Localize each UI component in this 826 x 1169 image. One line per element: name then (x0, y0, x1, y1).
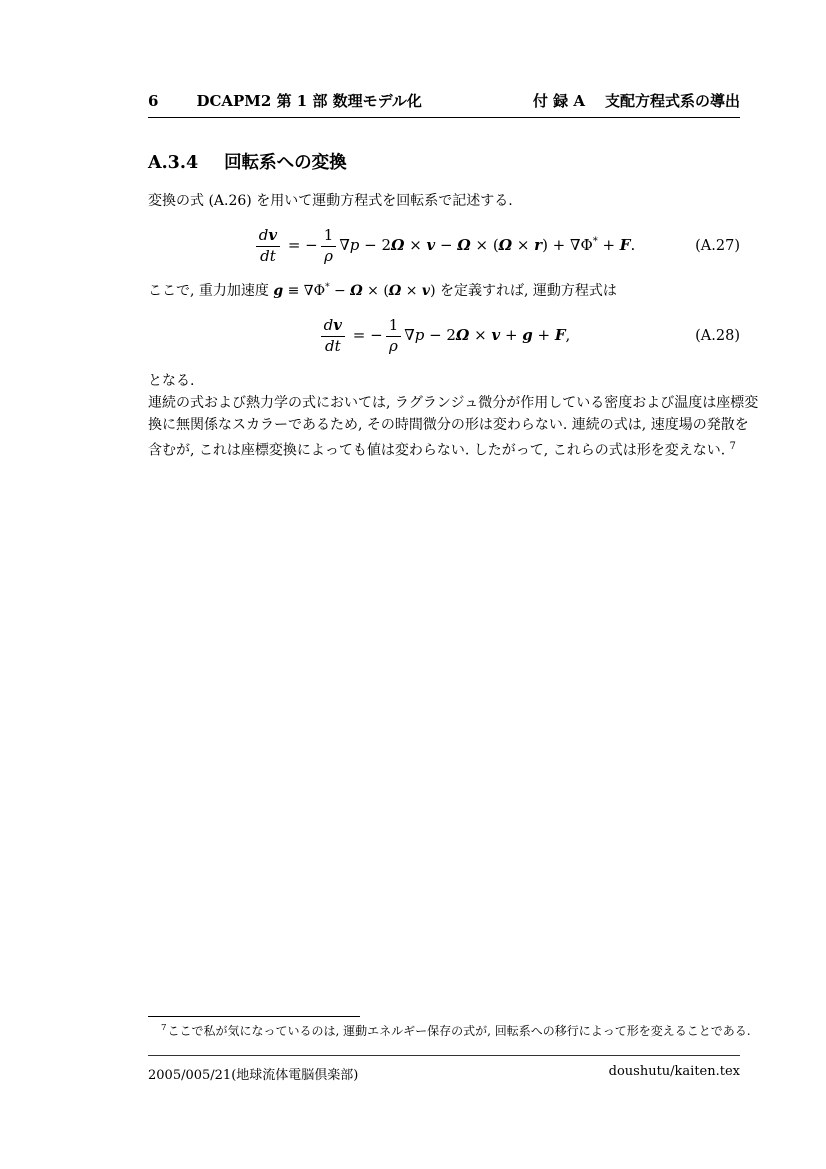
equation-a27-tag: (A.27) (695, 238, 740, 254)
equation-a27-math: $\frac{dv}{dt}$ = − $\frac{1}{\rho}$ ∇p − 2Ω × v − Ω × (Ω × r) + ∇Φ* + F. (253, 227, 635, 265)
paragraph-line: となる. (148, 373, 195, 389)
footnote-reference: 7 (729, 441, 736, 452)
equation-a28-tag: (A.28) (695, 328, 740, 344)
header-appendix-label: 付 録 A (532, 92, 585, 110)
header-left-title: DCAPM2 第 1 部 数理モデル化 (196, 92, 422, 110)
gravity-definition-line (148, 280, 740, 302)
section-number: A.3.4 (148, 153, 199, 173)
gravity-line-suffix: を定義すれば, 運動方程式は (435, 283, 617, 299)
page-number: 6 (148, 92, 159, 110)
section-title: 回転系への変換 (224, 153, 347, 173)
header-rule (148, 117, 740, 118)
gravity-definition-math: g ≡ ∇Φ* − Ω × (Ω × v) (273, 282, 436, 299)
gravity-line-prefix: ここで, 重力加速度 (148, 283, 274, 299)
footnote-text: ここで私が気になっているのは, 運動エネルギー保存の式が, 回転系への移行によって形を変えることである. (167, 1024, 751, 1038)
page-footer (148, 1055, 740, 1083)
equation-a28-math: $\frac{dv}{dt}$ = − $\frac{1}{\rho}$ ∇p − 2Ω × v + g + F, (318, 317, 571, 355)
page-header (148, 90, 740, 111)
header-right-title: 支配方程式系の導出 (604, 92, 740, 110)
header-right (533, 90, 740, 111)
paragraph-line: 換に無関係なスカラーであるため, その時間微分の形は変わらない. 連続の式は, 速度場の発散を (148, 417, 749, 433)
footer-rule (148, 1055, 740, 1056)
equation-a27 (148, 226, 740, 266)
paragraph-line: 連続の式および熱力学の式においては, ラグランジュ微分が作用している密度および温度は座標変 (148, 395, 759, 411)
closing-paragraph (148, 370, 759, 462)
footnote-block (148, 1016, 751, 1039)
intro-paragraph: 変換の式 (A.26) を用いて運動方程式を回転系で記述する. (148, 193, 513, 209)
header-left (148, 90, 422, 111)
equation-a28 (148, 316, 740, 356)
footer-date: 2005/005/21(地球流体電脳倶楽部) (148, 1068, 359, 1083)
footer-filename: doushutu/kaiten.tex (608, 1064, 740, 1079)
footnote-marker: 7 (161, 1023, 167, 1033)
paragraph-line (148, 436, 740, 462)
footnote-rule (148, 1016, 360, 1017)
paragraph-line-text: 含むが, これは座標変換によっても値は変わらない. したがって, これらの式は形を変えない. (148, 442, 730, 459)
section-heading (148, 149, 740, 174)
footnote-text-line (148, 1022, 751, 1039)
